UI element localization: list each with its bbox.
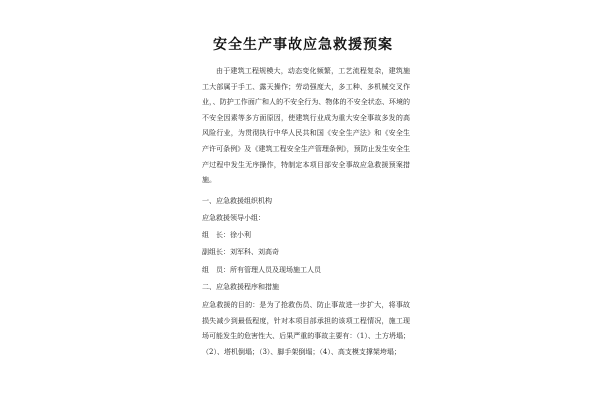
deputy-leader-line: 副组长：刘军科、刘高奇	[202, 248, 279, 257]
section-heading-organization: 一、应急救援组织机构	[202, 196, 272, 205]
group-leader-line: 组 长：徐小利	[202, 231, 251, 240]
intro-paragraph: 由于建筑工程规模大，动态变化频繁，工艺流程复杂，建筑施工大部属于手工、露天操作；劳动强度大，多工种、多机械交叉作业，、防护工作面广和人的不安全行为、物体的不安全状态、环境的不安全因素等多方面原因，使建筑行业成为重大安全事故多发的高风险行业，为贯彻执行中华人民共和国《安全生产法》和《安全生产许可条例》及《建筑工程安全生产管理条例》，预防止发生安全生产过程中发生无序操作，特制定本项目部安全事故应急救援预案措施。	[202, 67, 410, 185]
leadership-group-heading: 应急救援领导小组：	[202, 213, 265, 222]
section-heading-procedures: 二、应急救援程序和措施	[202, 282, 279, 291]
document-title: 安全生产事故应急救援预案	[213, 37, 393, 53]
group-members-line: 组 员：所有管理人员及现场施工人员	[202, 265, 321, 274]
rescue-purpose-paragraph: 应急救援的目的：是为了抢救伤员、防止事故进一步扩大，将事故损失减少到最低程度，针对本项目部承担的该项工程情况，施工现场可能发生的危害性大、后果严重的事故主要有：（1）、土方坍塌；（2）、塔机倒塌；（3）、脚手架倒塌；（4）、高支模支撑架垮塌；	[202, 300, 410, 356]
document-body	[202, 34, 410, 360]
